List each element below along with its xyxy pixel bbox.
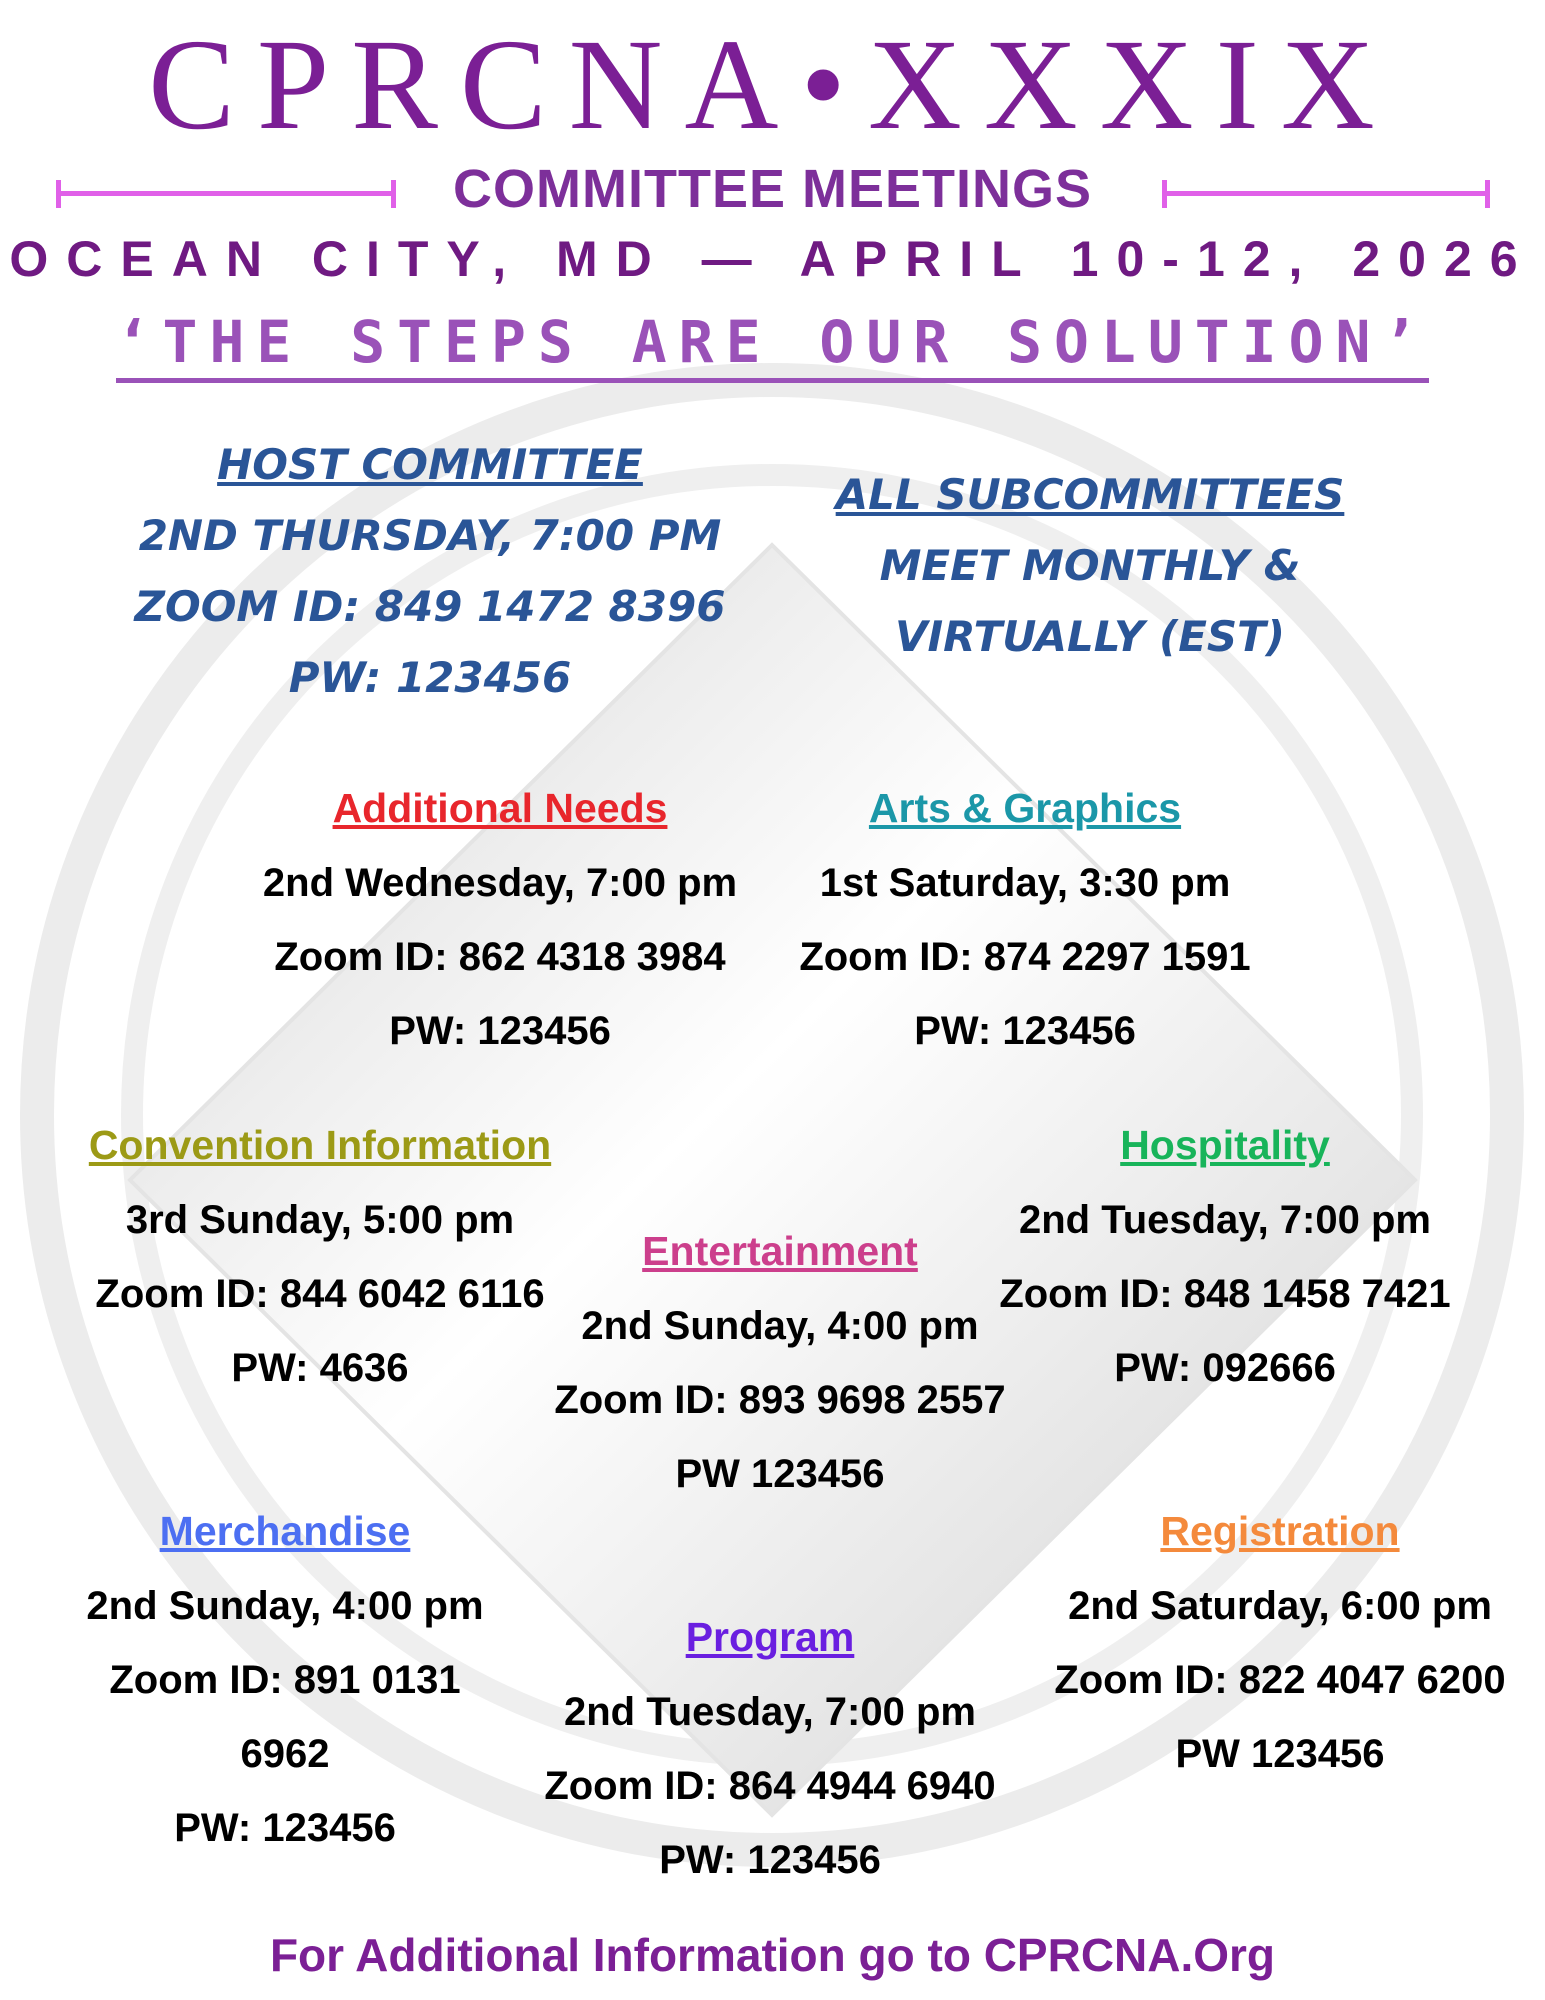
committee-name: Registration — [1160, 1508, 1400, 1554]
committee-zoom-id: Zoom ID: 822 4047 6200 — [1054, 1658, 1506, 1702]
title-left: CPRCNA — [148, 13, 801, 157]
subcommittees-heading: ALL SUBCOMMITTEES — [835, 470, 1345, 519]
host-committee-zoom-id: ZOOM ID: 849 1472 8396 — [134, 582, 726, 631]
title-dot: • — [800, 13, 868, 157]
committee-additional-needs — [240, 785, 760, 1068]
committee-name: Program — [685, 1614, 855, 1660]
committee-password: PW: 123456 — [659, 1838, 881, 1882]
event-location-dates: OCEAN CITY, MD — APRIL 10-12, 2026 — [9, 231, 1536, 287]
committee-name: Merchandise — [159, 1508, 411, 1554]
footer-info: For Additional Information go to CPRCNA.Org — [269, 1929, 1276, 1981]
committee-schedule: 2nd Sunday, 4:00 pm — [581, 1304, 979, 1348]
divider-left-cap-end — [391, 180, 396, 208]
committee-password: PW: 123456 — [389, 1009, 611, 1053]
committee-hospitality — [990, 1122, 1460, 1405]
committee-schedule: 3rd Sunday, 5:00 pm — [125, 1198, 515, 1242]
committee-entertainment — [545, 1228, 1015, 1511]
committee-name: Additional Needs — [332, 785, 668, 831]
committee-schedule: 1st Saturday, 3:30 pm — [819, 861, 1231, 905]
committee-zoom-id: Zoom ID: 862 4318 3984 — [274, 935, 726, 979]
committee-zoom-id: Zoom ID: 891 0131 6962 — [109, 1658, 461, 1776]
committee-zoom-id: Zoom ID: 848 1458 7421 — [999, 1272, 1451, 1316]
committee-password: PW: 092666 — [1114, 1346, 1336, 1390]
committee-schedule: 2nd Tuesday, 7:00 pm — [1019, 1198, 1431, 1242]
committee-schedule: 2nd Saturday, 6:00 pm — [1068, 1584, 1492, 1628]
theme-text: ‘THE STEPS ARE OUR SOLUTION’ — [116, 308, 1430, 383]
subcommittees-line-2: VIRTUALLY (EST) — [895, 612, 1285, 661]
subcommittees-note — [790, 470, 1390, 661]
committee-convention-information — [60, 1122, 580, 1405]
committee-password: PW: 123456 — [914, 1009, 1136, 1053]
committee-name: Entertainment — [642, 1228, 918, 1274]
host-committee-password: PW: 123456 — [288, 653, 572, 702]
event-theme — [0, 308, 1545, 376]
committee-schedule: 2nd Wednesday, 7:00 pm — [262, 861, 738, 905]
divider-left — [56, 191, 396, 196]
committee-schedule: 2nd Tuesday, 7:00 pm — [564, 1690, 976, 1734]
committee-arts-graphics — [775, 785, 1275, 1068]
committee-schedule: 2nd Sunday, 4:00 pm — [86, 1584, 484, 1628]
committee-password: PW 123456 — [1175, 1732, 1385, 1776]
committee-name: Hospitality — [1120, 1122, 1330, 1168]
committee-name: Convention Information — [88, 1122, 552, 1168]
host-committee-block — [110, 440, 750, 702]
subcommittees-line-1: MEET MONTHLY & — [879, 541, 1301, 590]
committee-registration — [1045, 1508, 1515, 1791]
host-committee-heading: HOST COMMITTEE — [217, 440, 643, 489]
committee-password: PW: 123456 — [174, 1806, 396, 1850]
committee-program — [535, 1614, 1005, 1897]
title-right: XXXIX — [867, 13, 1397, 157]
committee-zoom-id: Zoom ID: 874 2297 1591 — [799, 935, 1251, 979]
committee-name: Arts & Graphics — [868, 785, 1182, 831]
committee-zoom-id: Zoom ID: 864 4944 6940 — [544, 1764, 996, 1808]
committee-password: PW: 4636 — [231, 1346, 409, 1390]
subtitle: COMMITTEE MEETINGS — [453, 159, 1092, 219]
event-title — [0, 13, 1545, 157]
committee-zoom-id: Zoom ID: 893 9698 2557 — [554, 1378, 1006, 1422]
divider-right-cap-end — [1485, 180, 1490, 208]
host-committee-schedule: 2ND THURSDAY, 7:00 PM — [138, 511, 722, 560]
committee-password: PW 123456 — [675, 1452, 885, 1496]
committee-zoom-id: Zoom ID: 844 6042 6116 — [95, 1272, 545, 1316]
committee-merchandise — [60, 1508, 510, 1865]
divider-right — [1162, 191, 1490, 196]
